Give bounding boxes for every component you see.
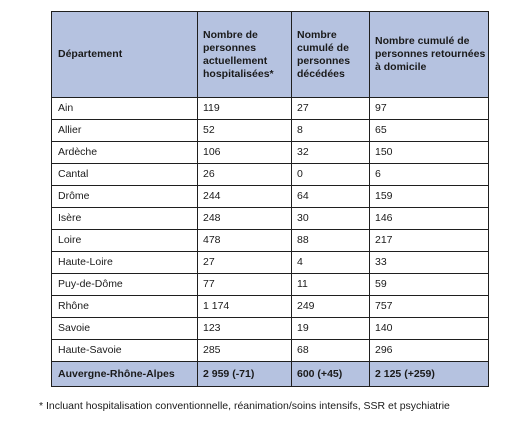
data-table-container	[51, 11, 488, 387]
cell-departement: Isère	[52, 208, 198, 230]
cell-returned-home: 757	[370, 296, 489, 318]
table-row	[52, 252, 489, 274]
cell-deceased: 8	[292, 120, 370, 142]
cell-deceased: 0	[292, 164, 370, 186]
hospitalisation-table	[51, 11, 489, 387]
table-row	[52, 230, 489, 252]
total-deceased: 600 (+45)	[292, 362, 370, 387]
cell-deceased: 64	[292, 186, 370, 208]
cell-departement: Haute-Savoie	[52, 340, 198, 362]
cell-deceased: 32	[292, 142, 370, 164]
cell-hospitalised: 248	[198, 208, 292, 230]
cell-hospitalised: 285	[198, 340, 292, 362]
cell-departement: Allier	[52, 120, 198, 142]
cell-hospitalised: 244	[198, 186, 292, 208]
cell-deceased: 88	[292, 230, 370, 252]
header-deceased: Nombre cumulé de personnes décédées	[292, 12, 370, 98]
cell-hospitalised: 52	[198, 120, 292, 142]
cell-departement: Rhône	[52, 296, 198, 318]
cell-returned-home: 217	[370, 230, 489, 252]
cell-departement: Puy-de-Dôme	[52, 274, 198, 296]
cell-departement: Loire	[52, 230, 198, 252]
table-header	[52, 12, 489, 98]
cell-hospitalised: 77	[198, 274, 292, 296]
cell-returned-home: 65	[370, 120, 489, 142]
cell-returned-home: 97	[370, 98, 489, 120]
table-row	[52, 208, 489, 230]
cell-hospitalised: 478	[198, 230, 292, 252]
cell-returned-home: 296	[370, 340, 489, 362]
table-row	[52, 164, 489, 186]
cell-returned-home: 146	[370, 208, 489, 230]
table-row	[52, 98, 489, 120]
cell-deceased: 27	[292, 98, 370, 120]
table-row	[52, 142, 489, 164]
cell-departement: Ain	[52, 98, 198, 120]
total-region: Auvergne-Rhône-Alpes	[52, 362, 198, 387]
cell-returned-home: 59	[370, 274, 489, 296]
cell-hospitalised: 26	[198, 164, 292, 186]
cell-departement: Haute-Loire	[52, 252, 198, 274]
table-row	[52, 120, 489, 142]
cell-returned-home: 33	[370, 252, 489, 274]
header-row	[52, 12, 489, 98]
cell-hospitalised: 1 174	[198, 296, 292, 318]
cell-departement: Savoie	[52, 318, 198, 340]
cell-departement: Cantal	[52, 164, 198, 186]
cell-deceased: 19	[292, 318, 370, 340]
cell-deceased: 249	[292, 296, 370, 318]
cell-hospitalised: 123	[198, 318, 292, 340]
table-row	[52, 340, 489, 362]
cell-hospitalised: 27	[198, 252, 292, 274]
cell-departement: Drôme	[52, 186, 198, 208]
cell-deceased: 4	[292, 252, 370, 274]
cell-hospitalised: 119	[198, 98, 292, 120]
footnote: * Incluant hospitalisation conventionnelle, réanimation/soins intensifs, SSR et psychiatrie	[39, 400, 450, 412]
cell-hospitalised: 106	[198, 142, 292, 164]
header-returned-home: Nombre cumulé de personnes retournées à domicile	[370, 12, 489, 98]
cell-deceased: 30	[292, 208, 370, 230]
total-row	[52, 362, 489, 387]
cell-returned-home: 140	[370, 318, 489, 340]
cell-returned-home: 159	[370, 186, 489, 208]
cell-returned-home: 6	[370, 164, 489, 186]
table-row	[52, 318, 489, 340]
cell-departement: Ardèche	[52, 142, 198, 164]
cell-returned-home: 150	[370, 142, 489, 164]
header-departement: Département	[52, 12, 198, 98]
cell-deceased: 68	[292, 340, 370, 362]
table-row	[52, 274, 489, 296]
table-row	[52, 296, 489, 318]
table-body	[52, 98, 489, 387]
cell-deceased: 11	[292, 274, 370, 296]
header-hospitalised: Nombre de personnes actuellement hospitalisées*	[198, 12, 292, 98]
total-hospitalised: 2 959 (-71)	[198, 362, 292, 387]
total-returned-home: 2 125 (+259)	[370, 362, 489, 387]
table-row	[52, 186, 489, 208]
